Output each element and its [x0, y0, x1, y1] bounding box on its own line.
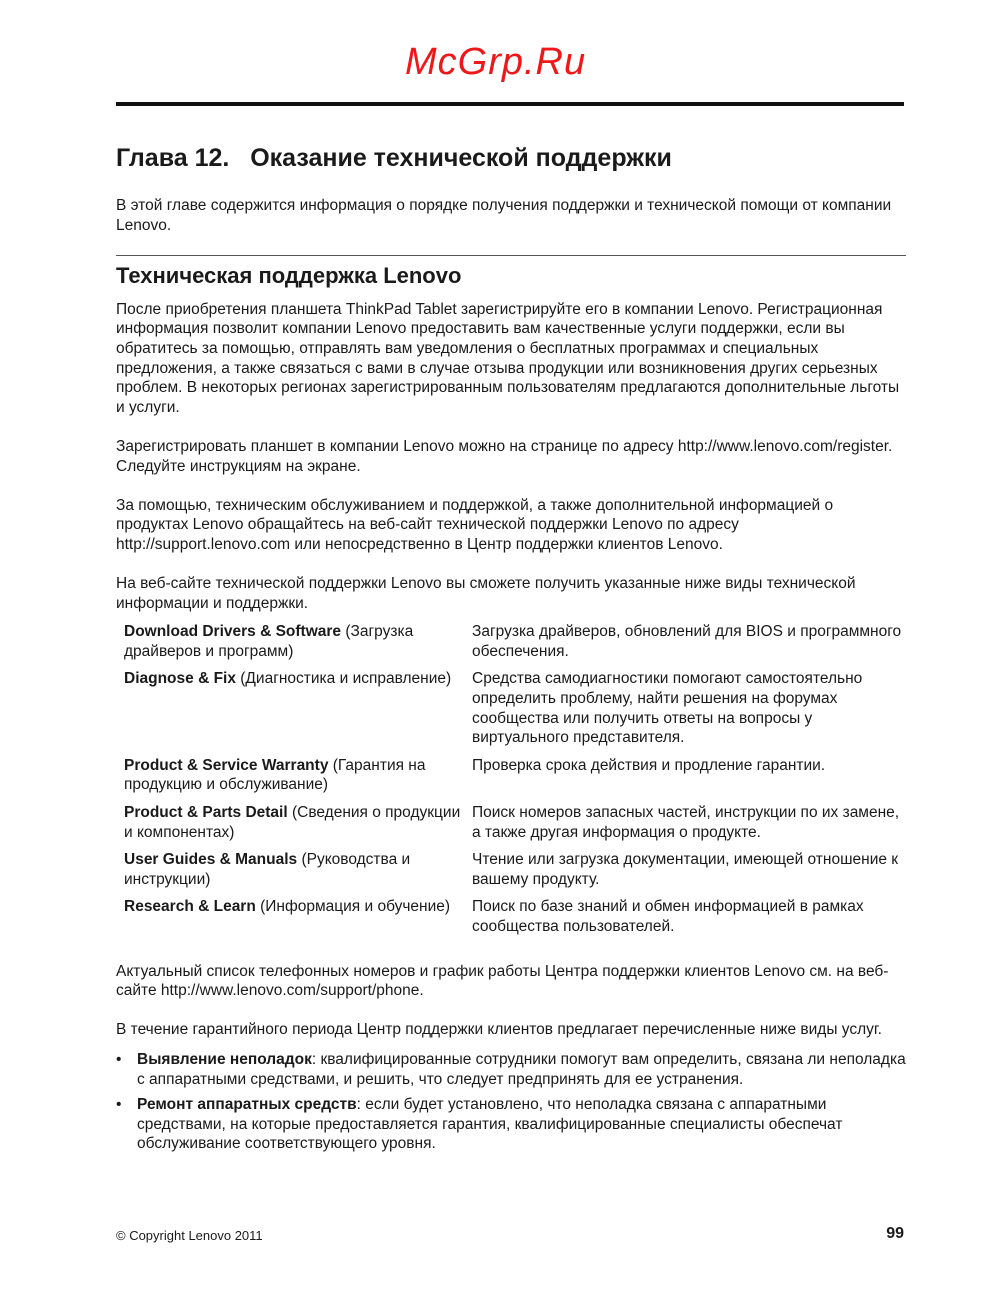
paragraph: Актуальный список телефонных номеров и график работы Центра поддержки клиентов Lenovo см. на веб-сайте http://www.lenovo.com/support/phone.	[116, 962, 889, 1000]
term-translation: (Гарантия на продукцию и обслуживание)	[124, 756, 426, 794]
term-translation: (Сведения о продукции и компонентах)	[124, 804, 461, 841]
chapter-title: Глава 12. Оказание технической поддержки	[116, 144, 672, 172]
term-translation: (Руководства и инструкции)	[124, 851, 411, 888]
term: Product & Service Warranty	[124, 756, 329, 774]
term-cell	[124, 850, 472, 897]
description-cell: Поиск номеров запасных частей, инструкции по их замене, а также другая информация о продукте.	[472, 804, 900, 841]
table-row	[124, 622, 906, 669]
description-cell: Проверка срока действия и продление гарантии.	[472, 756, 826, 774]
bullet-list	[116, 1050, 906, 1154]
intro-paragraph: В этой главе содержится информация о порядке получения поддержки и технической помощи от компании Lenovo.	[116, 197, 892, 234]
bullet-text: : если будет установлено, что неполадка связана с аппаратными средствами, на которые предоставляется гарантия, квалифицированные специалисты обеспечат обслуживание соответствующего уровня.	[137, 1096, 843, 1153]
copyright: © Copyright Lenovo 2011	[116, 1228, 263, 1243]
paragraph: В течение гарантийного периода Центр поддержки клиентов предлагает перечисленные ниже виды услуг.	[116, 1021, 882, 1039]
term-translation: (Загрузка драйверов и программ)	[124, 623, 414, 660]
bullet-text: : квалифицированные сотрудники помогут вам определить, связана ли неполадка с аппаратными средствами, и решить, что следует предпринять для ее устранения.	[137, 1050, 906, 1088]
term-cell	[124, 803, 472, 850]
bullet-term: Ремонт аппаратных средств	[137, 1096, 357, 1114]
section-title: Техническая поддержка Lenovo	[116, 262, 462, 288]
term: Download Drivers & Software	[124, 623, 342, 641]
paragraph: Зарегистрировать планшет в компании Lenovo можно на странице по адресу http://www.lenovo.com/register. Следуйте инструкциям на экране.	[116, 437, 893, 475]
term: Diagnose & Fix	[124, 670, 236, 688]
table-row	[124, 669, 906, 755]
term-cell	[124, 756, 472, 803]
paragraph: На веб-сайте технической поддержки Lenovo вы сможете получить указанные ниже виды технической информации и поддержки.	[116, 575, 856, 612]
page-number: 99	[886, 1225, 904, 1242]
paragraph: За помощью, техническим обслуживанием и поддержкой, а также дополнительной информацией о продуктах Lenovo обращайтесь на веб-сайт технической поддержки Lenovo по адресу http://support.lenovo.com или непосредственно в Центр поддержки клиентов Lenovo.	[116, 496, 834, 553]
table-row	[124, 897, 906, 944]
table-row	[124, 803, 906, 850]
term-cell	[124, 622, 472, 669]
description-cell: Поиск по базе знаний и обмен информацией в рамках сообщества пользователей.	[472, 898, 864, 935]
table-row	[124, 756, 906, 803]
term: Product & Parts Detail	[124, 804, 288, 822]
description-cell: Средства самодиагностики помогают самостоятельно определить проблему, найти решения на форумах сообщества или получить ответы на вопросы у виртуального представителя.	[472, 670, 863, 747]
top-rule	[116, 102, 904, 106]
term: User Guides & Manuals	[124, 851, 298, 869]
list-item	[116, 1050, 906, 1089]
watermark: McGrp.Ru	[405, 41, 587, 83]
bullet-icon: •	[116, 1050, 122, 1068]
description-cell: Чтение или загрузка документации, имеющей отношение к вашему продукту.	[472, 851, 899, 888]
term: Research & Learn	[124, 898, 256, 916]
support-table	[124, 622, 906, 944]
section-rule	[116, 255, 906, 256]
paragraph: После приобретения планшета ThinkPad Tablet зарегистрируйте его в компании Lenovo. Регистрационная информация позволит компании Lenovo предоставить вам качественные услуги поддержки, если вы обратитесь за помощью, отправлять вам уведомления о бесплатных программах и специальных предложения, а также связаться с вами в случае отзыва продукции или возникновения других серьезных проблем. В некоторых регионах зарегистрированным пользователям предлагаются дополнительные льготы и услуги.	[116, 300, 900, 416]
table-row	[124, 850, 906, 897]
term-translation: (Информация и обучение)	[255, 898, 451, 916]
bullet-term: Выявление неполадок	[137, 1050, 312, 1068]
bullet-icon: •	[116, 1096, 122, 1114]
term-cell	[124, 669, 472, 755]
term-cell	[124, 897, 472, 944]
term-translation: (Диагностика и исправление)	[235, 670, 452, 688]
list-item	[116, 1095, 906, 1154]
description-cell: Загрузка драйверов, обновлений для BIOS и программного обеспечения.	[472, 623, 902, 660]
